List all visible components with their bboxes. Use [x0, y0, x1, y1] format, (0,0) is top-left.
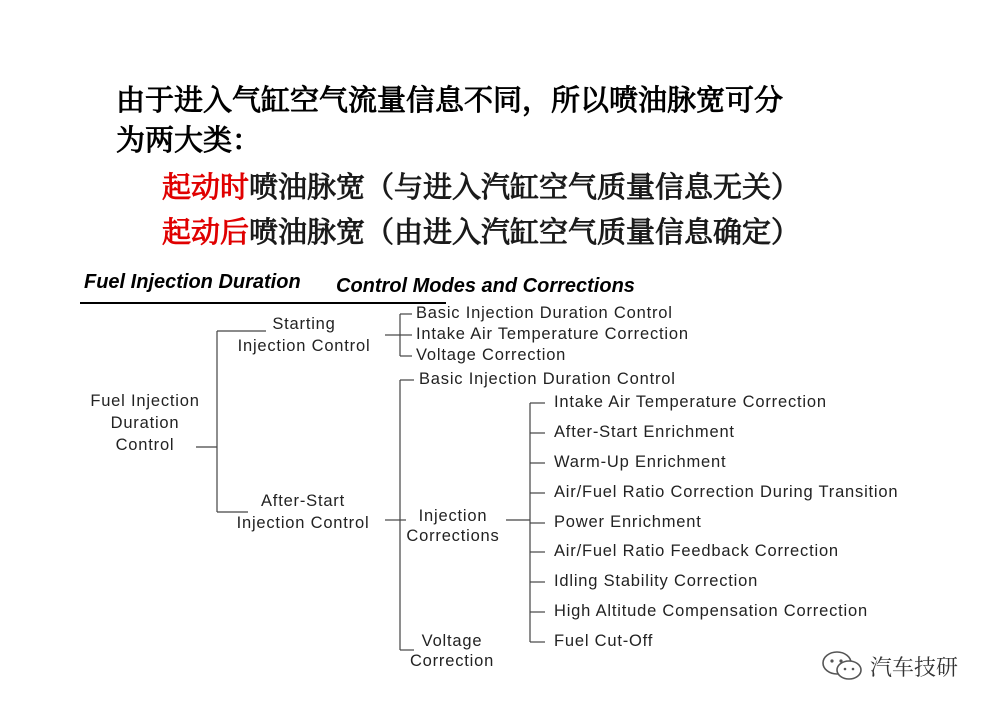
category-starting-text: 喷油脉宽（与进入汽缸空气质量信息无关） [249, 170, 801, 204]
category-after-start-highlight: 起动后 [162, 215, 250, 249]
starting-basic-injection: Basic Injection Duration Control [416, 304, 673, 322]
node-root-line2: Duration [110, 414, 180, 432]
node-injection-corrections-line2: Corrections [406, 527, 500, 545]
node-after-start [220, 490, 386, 534]
node-root-line1: Fuel Injection [90, 392, 200, 410]
node-root [76, 390, 214, 456]
node-after-start-line1: After-Start [261, 492, 345, 510]
correction-high-altitude: High Altitude Compensation Correction [554, 602, 868, 620]
correction-af-ratio-feedback: Air/Fuel Ratio Feedback Correction [554, 542, 839, 560]
diagram-title-part2: Control Modes and Corrections [336, 275, 635, 297]
starting-intake-air-correction: Intake Air Temperature Correction [416, 325, 689, 343]
heading-line-1: 由于进入气缸空气流量信息不同，所以喷油脉宽可分 [116, 83, 784, 117]
starting-voltage-correction: Voltage Correction [416, 346, 567, 364]
correction-warm-up-enrichment: Warm-Up Enrichment [554, 453, 727, 471]
category-starting-highlight: 起动时 [162, 170, 250, 204]
correction-intake-air-temperature: Intake Air Temperature Correction [554, 393, 827, 411]
category-after-start-text: 喷油脉宽（由进入汽缸空气质量信息确定） [249, 215, 801, 249]
node-voltage-correction [408, 631, 496, 671]
watermark [820, 650, 958, 682]
node-after-start-line2: Injection Control [236, 514, 370, 532]
correction-idling-stability: Idling Stability Correction [554, 572, 759, 590]
correction-power-enrichment: Power Enrichment [554, 513, 702, 531]
node-starting [222, 313, 386, 357]
wechat-icon [820, 650, 864, 682]
correction-fuel-cut-off: Fuel Cut-Off [554, 632, 654, 650]
node-injection-corrections [400, 506, 506, 546]
node-starting-line2: Injection Control [237, 337, 371, 355]
node-root-line3: Control [115, 436, 175, 454]
watermark-text: 汽车技研 [870, 655, 959, 681]
after-start-basic-injection: Basic Injection Duration Control [419, 370, 676, 388]
correction-after-start-enrichment: After-Start Enrichment [554, 423, 735, 441]
node-injection-corrections-line1: Injection [418, 507, 488, 525]
node-voltage-correction-line2: Correction [409, 652, 495, 670]
correction-af-ratio-transition: Air/Fuel Ratio Correction During Transition [554, 483, 899, 501]
diagram-title-part1: Fuel Injection Duration [84, 271, 301, 293]
node-voltage-correction-line1: Voltage [421, 632, 483, 650]
heading-line-2: 为两大类： [116, 123, 262, 157]
node-starting-line1: Starting [272, 315, 336, 333]
